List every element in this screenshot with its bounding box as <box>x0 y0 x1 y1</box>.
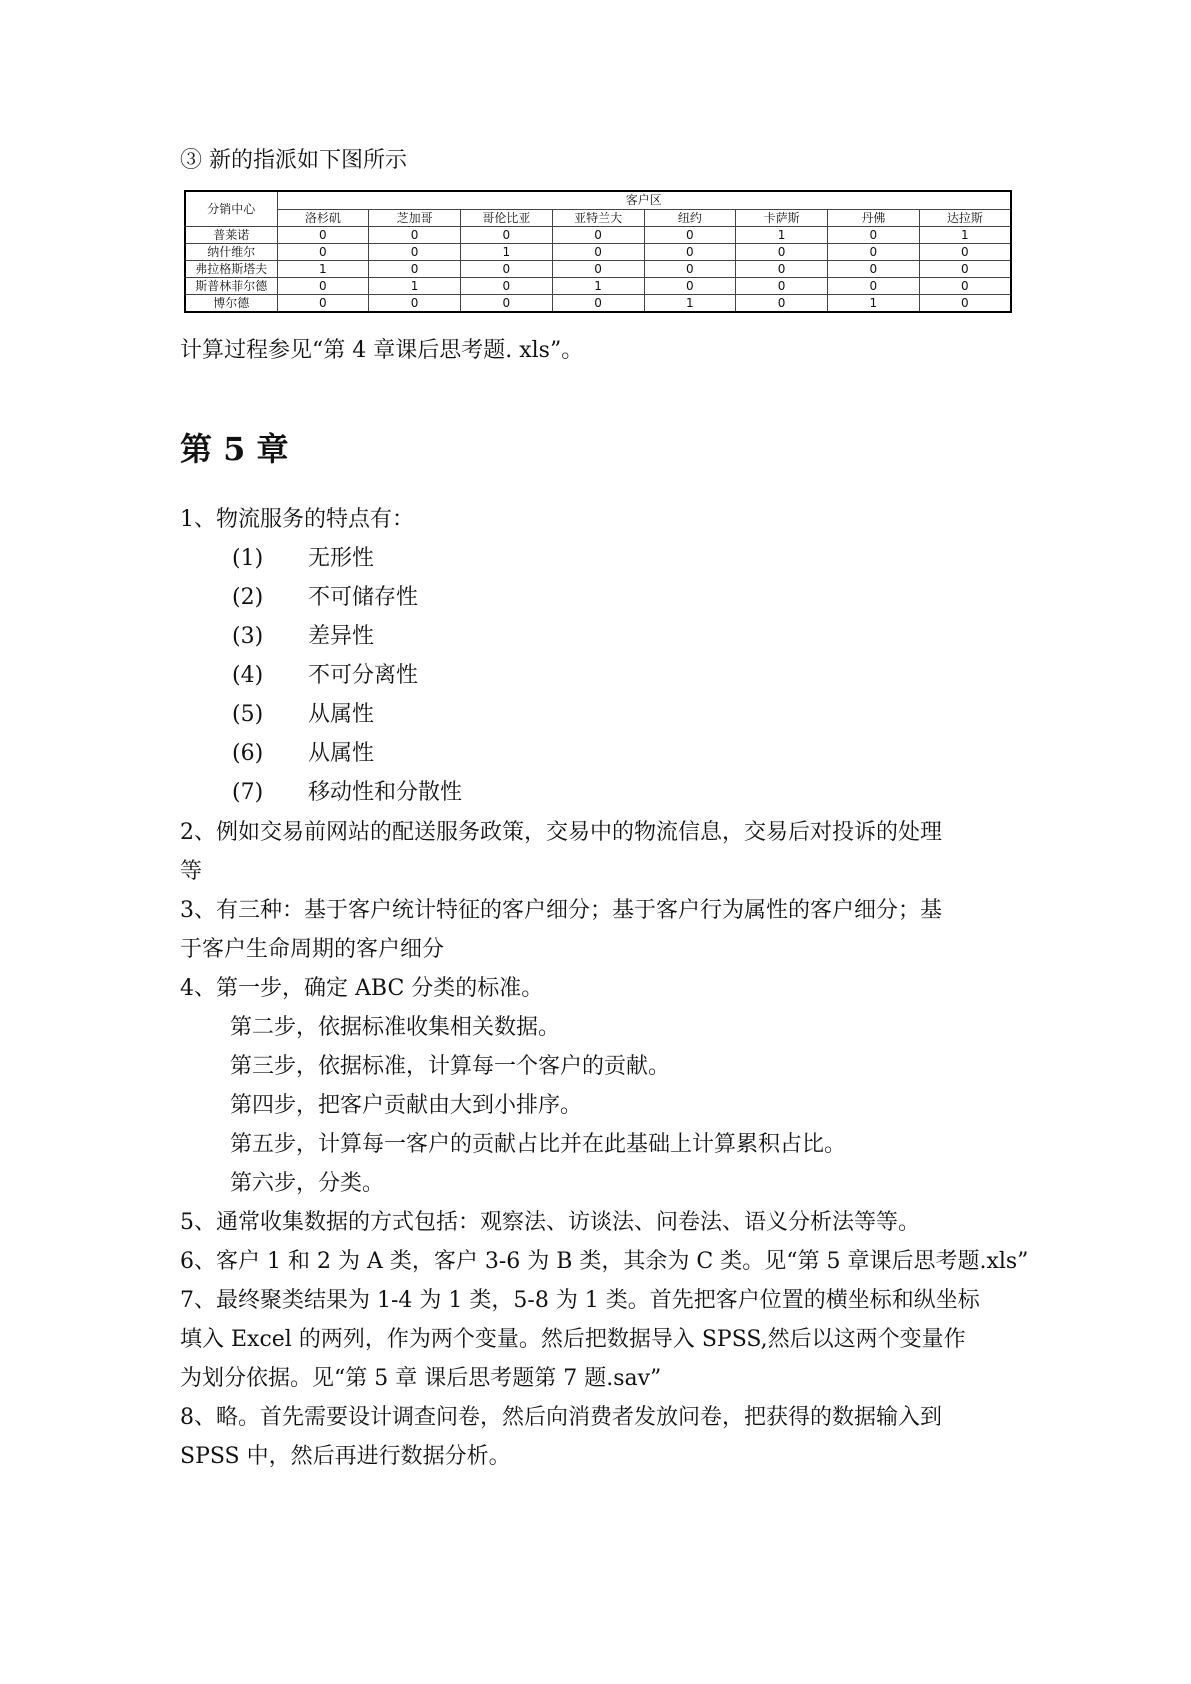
table-corner-header: 分销中心 <box>185 191 277 227</box>
question-4-step: 第四步，把客户贡献由大到小排序。 <box>230 1093 583 1118</box>
table-cell: 0 <box>461 227 553 244</box>
table-cell: 0 <box>277 244 369 261</box>
table-row <box>185 261 1011 278</box>
column-header: 卡萨斯 <box>736 209 828 227</box>
table-cell: 0 <box>828 261 920 278</box>
table-row <box>185 295 1011 313</box>
table-cell: 0 <box>828 244 920 261</box>
column-header: 哥伦比亚 <box>461 209 553 227</box>
table-group-header: 客户区 <box>277 191 1011 209</box>
table-cell: 1 <box>461 244 553 261</box>
question-2-line-1: 2、例如交易前网站的配送服务政策，交易中的物流信息，交易后对投诉的处理 <box>180 820 942 845</box>
question-3-line-2: 于客户生命周期的客户细分 <box>180 937 445 962</box>
question-5: 5、通常收集数据的方式包括：观察法、访谈法、问卷法、语义分析法等等。 <box>180 1210 920 1235</box>
table-cell: 0 <box>919 261 1011 278</box>
table-cell: 0 <box>369 295 461 313</box>
table-cell: 1 <box>828 295 920 313</box>
list-item: 不可储存性 <box>308 585 419 610</box>
question-4: 4、第一步，确定 ABC 分类的标准。 <box>180 976 544 1001</box>
column-header: 达拉斯 <box>919 209 1011 227</box>
list-item: 差异性 <box>308 624 375 649</box>
question-2-line-2: 等 <box>180 859 203 884</box>
table-cell: 0 <box>828 227 920 244</box>
list-item-number: (4) <box>232 663 264 688</box>
table-cell: 0 <box>919 278 1011 295</box>
row-header: 斯普林菲尔德 <box>185 278 277 295</box>
column-header: 洛杉矶 <box>277 209 369 227</box>
question-4-step: 第五步，计算每一客户的贡献占比并在此基础上计算累积占比。 <box>230 1132 847 1157</box>
question-3-line-1: 3、有三种：基于客户统计特征的客户细分；基于客户行为属性的客户细分；基 <box>180 898 942 923</box>
list-item-number: (2) <box>232 585 264 610</box>
table-cell: 0 <box>369 244 461 261</box>
row-header: 纳什维尔 <box>185 244 277 261</box>
question-7-line-3: 为划分依据。见“第 5 章 课后思考题第 7 题.sav” <box>180 1366 662 1391</box>
list-item: 不可分离性 <box>308 663 419 688</box>
question-8-line-2: SPSS 中，然后再进行数据分析。 <box>180 1444 511 1469</box>
question-4-step: 第六步，分类。 <box>230 1171 385 1196</box>
table-cell: 1 <box>369 278 461 295</box>
table-cell: 0 <box>552 227 644 244</box>
table-cell: 1 <box>736 227 828 244</box>
table-cell: 0 <box>552 295 644 313</box>
question-1: 1、物流服务的特点有： <box>180 507 414 532</box>
intro-line: ③ 新的指派如下图所示 <box>180 148 407 173</box>
table-row <box>185 278 1011 295</box>
table-cell: 0 <box>736 261 828 278</box>
table-cell: 0 <box>644 278 736 295</box>
column-header: 丹佛 <box>828 209 920 227</box>
calc-note: 计算过程参见“第 4 章课后思考题. xls”。 <box>180 338 584 363</box>
list-item-number: (3) <box>232 624 264 649</box>
question-7-line-2: 填入 Excel 的两列，作为两个变量。然后把数据导入 SPSS,然后以这两个变量作 <box>180 1327 966 1352</box>
table-cell: 0 <box>461 278 553 295</box>
table-cell: 0 <box>644 244 736 261</box>
table-cell: 1 <box>644 295 736 313</box>
column-header: 纽约 <box>644 209 736 227</box>
table-row <box>185 244 1011 261</box>
table-cell: 0 <box>736 244 828 261</box>
table-cell: 1 <box>919 227 1011 244</box>
table-cell: 1 <box>277 261 369 278</box>
table-cell: 0 <box>277 278 369 295</box>
column-header: 芝加哥 <box>369 209 461 227</box>
list-item-number: (1) <box>232 546 264 571</box>
question-6: 6、客户 1 和 2 为 A 类，客户 3-6 为 B 类，其余为 C 类。见“第 5 章课后思考题.xls” <box>180 1249 1029 1274</box>
table-cell: 0 <box>828 278 920 295</box>
table-cell: 0 <box>277 227 369 244</box>
row-header: 弗拉格斯塔夫 <box>185 261 277 278</box>
question-4-step: 第二步，依据标准收集相关数据。 <box>230 1015 561 1040</box>
table-cell: 0 <box>644 261 736 278</box>
list-item: 移动性和分散性 <box>308 780 463 805</box>
question-4-step: 第三步，依据标准，计算每一个客户的贡献。 <box>230 1054 671 1079</box>
table-cell: 0 <box>369 261 461 278</box>
list-item: 从属性 <box>308 702 375 727</box>
table-cell: 0 <box>644 227 736 244</box>
row-header: 博尔德 <box>185 295 277 313</box>
list-item-number: (6) <box>232 741 264 766</box>
table-cell: 0 <box>277 295 369 313</box>
list-item: 从属性 <box>308 741 375 766</box>
table-column-headers <box>185 209 1011 227</box>
table-cell: 0 <box>461 261 553 278</box>
list-item: 无形性 <box>308 546 375 571</box>
table-cell: 0 <box>736 295 828 313</box>
column-header: 亚特兰大 <box>552 209 644 227</box>
table-cell: 0 <box>919 295 1011 313</box>
table-row <box>185 227 1011 244</box>
table-cell: 0 <box>736 278 828 295</box>
table-cell: 0 <box>552 244 644 261</box>
question-8-line-1: 8、略。首先需要设计调查问卷，然后向消费者发放问卷，把获得的数据输入到 <box>180 1405 942 1430</box>
chapter-title: 第 5 章 <box>180 430 289 468</box>
table-cell: 1 <box>552 278 644 295</box>
table-cell: 0 <box>919 244 1011 261</box>
assignment-table <box>184 190 1012 313</box>
list-item-number: (5) <box>232 702 264 727</box>
table-cell: 0 <box>461 295 553 313</box>
table-cell: 0 <box>552 261 644 278</box>
list-item-number: (7) <box>232 780 264 805</box>
row-header: 普莱诺 <box>185 227 277 244</box>
table-cell: 0 <box>369 227 461 244</box>
question-7-line-1: 7、最终聚类结果为 1-4 为 1 类，5-8 为 1 类。首先把客户位置的横坐标和纵坐标 <box>180 1288 980 1313</box>
